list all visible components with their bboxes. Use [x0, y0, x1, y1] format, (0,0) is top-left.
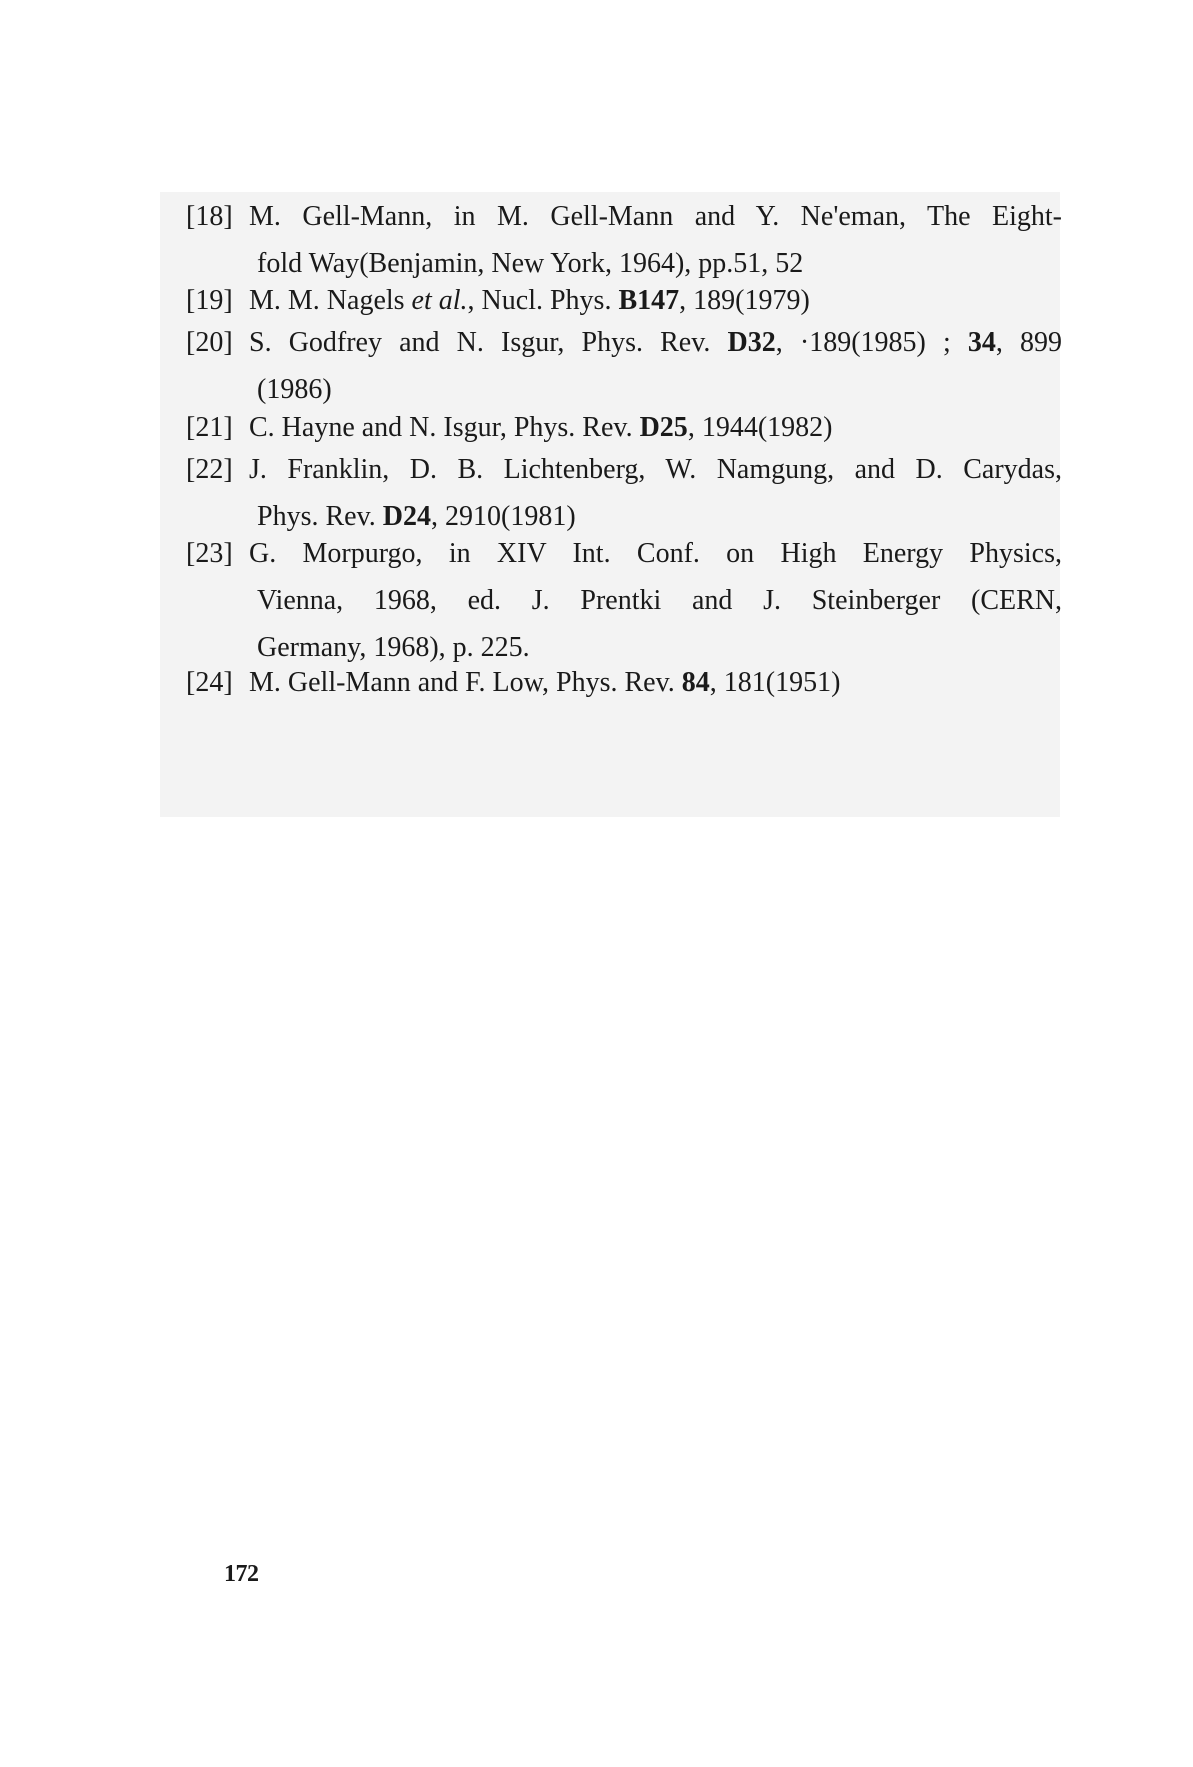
reference-22: [186, 446, 1062, 540]
reference-number: [24]: [186, 667, 233, 698]
reference-text: , 189(1979): [679, 285, 810, 316]
reference-line: [186, 404, 1062, 451]
reference-line: [186, 577, 1062, 624]
reference-text: Phys. Rev.: [257, 501, 383, 532]
reference-line: [186, 193, 1062, 240]
page-number: 172: [224, 1561, 259, 1587]
reference-line: [186, 659, 1062, 706]
italic-text: et al.: [411, 285, 468, 316]
reference-text: fold Way(Benjamin, New York, 1964), pp.51, 52: [257, 248, 804, 279]
reference-text: M. Gell-Mann, in M. Gell-Mann and Y. Ne'eman, The Eight-: [249, 201, 1062, 232]
reference-24: [186, 659, 1062, 706]
volume-number: B147: [618, 285, 680, 316]
volume-number: D25: [639, 412, 688, 443]
reference-text: Germany, 1968), p. 225.: [257, 632, 530, 663]
reference-text: (1986): [257, 374, 332, 405]
volume-number: D24: [382, 501, 431, 532]
reference-text: C. Hayne and N. Isgur, Phys. Rev.: [249, 412, 640, 443]
reference-number: [21]: [186, 412, 233, 443]
volume-number: 84: [681, 667, 710, 698]
reference-line: [186, 319, 1062, 366]
reference-number: [22]: [186, 454, 233, 485]
reference-text: Vienna, 1968, ed. J. Prentki and J. Steinberger (CERN,: [257, 585, 1062, 616]
reference-number: [19]: [186, 285, 233, 316]
reference-number: [20]: [186, 327, 233, 358]
reference-20: [186, 319, 1062, 413]
volume-number: 34: [967, 327, 996, 358]
reference-18: [186, 193, 1062, 287]
reference-19: [186, 277, 1062, 324]
reference-line: [186, 446, 1062, 493]
reference-23: [186, 530, 1062, 671]
reference-text: , Nucl. Phys.: [467, 285, 619, 316]
reference-text: , 2910(1981): [431, 501, 576, 532]
reference-21: [186, 404, 1062, 451]
reference-text: J. Franklin, D. B. Lichtenberg, W. Namgung, and D. Carydas,: [249, 454, 1062, 485]
reference-line: [186, 530, 1062, 577]
reference-text: , ·189(1985) ;: [775, 327, 968, 358]
reference-number: [18]: [186, 201, 233, 232]
reference-text: , 899: [995, 327, 1062, 358]
volume-number: D32: [727, 327, 776, 358]
reference-text: M. Gell-Mann and F. Low, Phys. Rev.: [249, 667, 682, 698]
reference-text: S. Godfrey and N. Isgur, Phys. Rev.: [249, 327, 728, 358]
reference-text: M. M. Nagels: [249, 285, 412, 316]
reference-text: G. Morpurgo, in XIV Int. Conf. on High Energy Physics,: [249, 538, 1062, 569]
reference-line: [186, 277, 1062, 324]
reference-text: , 1944(1982): [687, 412, 833, 443]
reference-number: [23]: [186, 538, 233, 569]
reference-text: , 181(1951): [709, 667, 841, 698]
